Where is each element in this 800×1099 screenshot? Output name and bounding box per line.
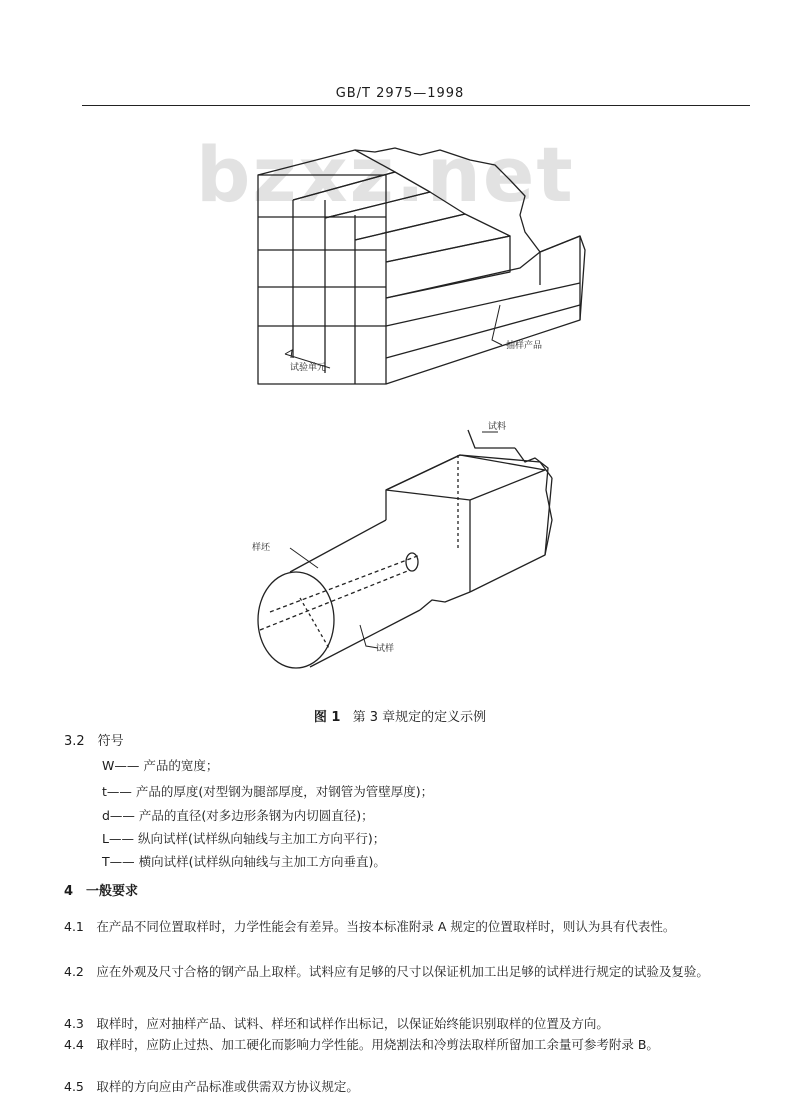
symbol-d: d—— 产品的直径(对多边形条钢为内切圆直径)； <box>102 808 374 823</box>
symbol-w: W—— 产品的宽度； <box>102 758 219 773</box>
symbol-t: t—— 产品的厚度(对型钢为腿部厚度，对钢管为管壁厚度)； <box>102 784 434 799</box>
cylinder-end <box>258 572 334 668</box>
symbol-l: L—— 纵向试样(试样纵向轴线与主加工方向平行)； <box>102 831 386 846</box>
stack-front-face <box>258 175 386 384</box>
figure-caption <box>0 706 800 725</box>
label-blank: 样坯 <box>252 543 271 553</box>
watermark: bzxz.net <box>196 130 575 219</box>
section-4-title: 4 一般要求 <box>64 884 139 899</box>
figure-number: 图 1 <box>313 710 341 725</box>
label-test-unit: 试验单元 <box>290 363 327 373</box>
sample-block-top <box>386 455 545 500</box>
section-3-2-title: 3.2 符号 <box>64 734 124 749</box>
page-header: GB/T 2975—1998 <box>335 86 465 101</box>
figure-caption-text: 第 3 章规定的定义示例 <box>352 710 487 725</box>
paragraph-4-4: 4.4 取样时，应防止过热、加工硬化而影响力学性能。用烧割法和冷剪法取样所留加工余量可参考附录 B。 <box>64 1037 659 1052</box>
paragraph-4-3: 4.3 取样时，应对抽样产品、试料、样坯和试样作出标记，以保证始终能识别取样的位置及方向。 <box>64 1016 609 1031</box>
label-sample: 试料 <box>488 422 507 432</box>
label-specimen: 试样 <box>376 644 395 654</box>
paragraph-4-1: 4.1 在产品不同位置取样时，力学性能会有差异。当按本标准附录 A 规定的位置取样时，则认为具有代表性。 <box>64 919 676 934</box>
paragraph-4-2: 4.2 应在外观及尺寸合格的钢产品上取样。试料应有足够的尺寸以保证机加工出足够的试样进行规定的试验及复验。 <box>64 964 709 979</box>
symbol-tt: T—— 横向试样(试样纵向轴线与主加工方向垂直)。 <box>102 854 386 869</box>
label-sample-product: 抽样产品 <box>506 341 543 351</box>
paragraph-4-5: 4.5 取样的方向应由产品标准或供需双方协议规定。 <box>64 1079 359 1094</box>
